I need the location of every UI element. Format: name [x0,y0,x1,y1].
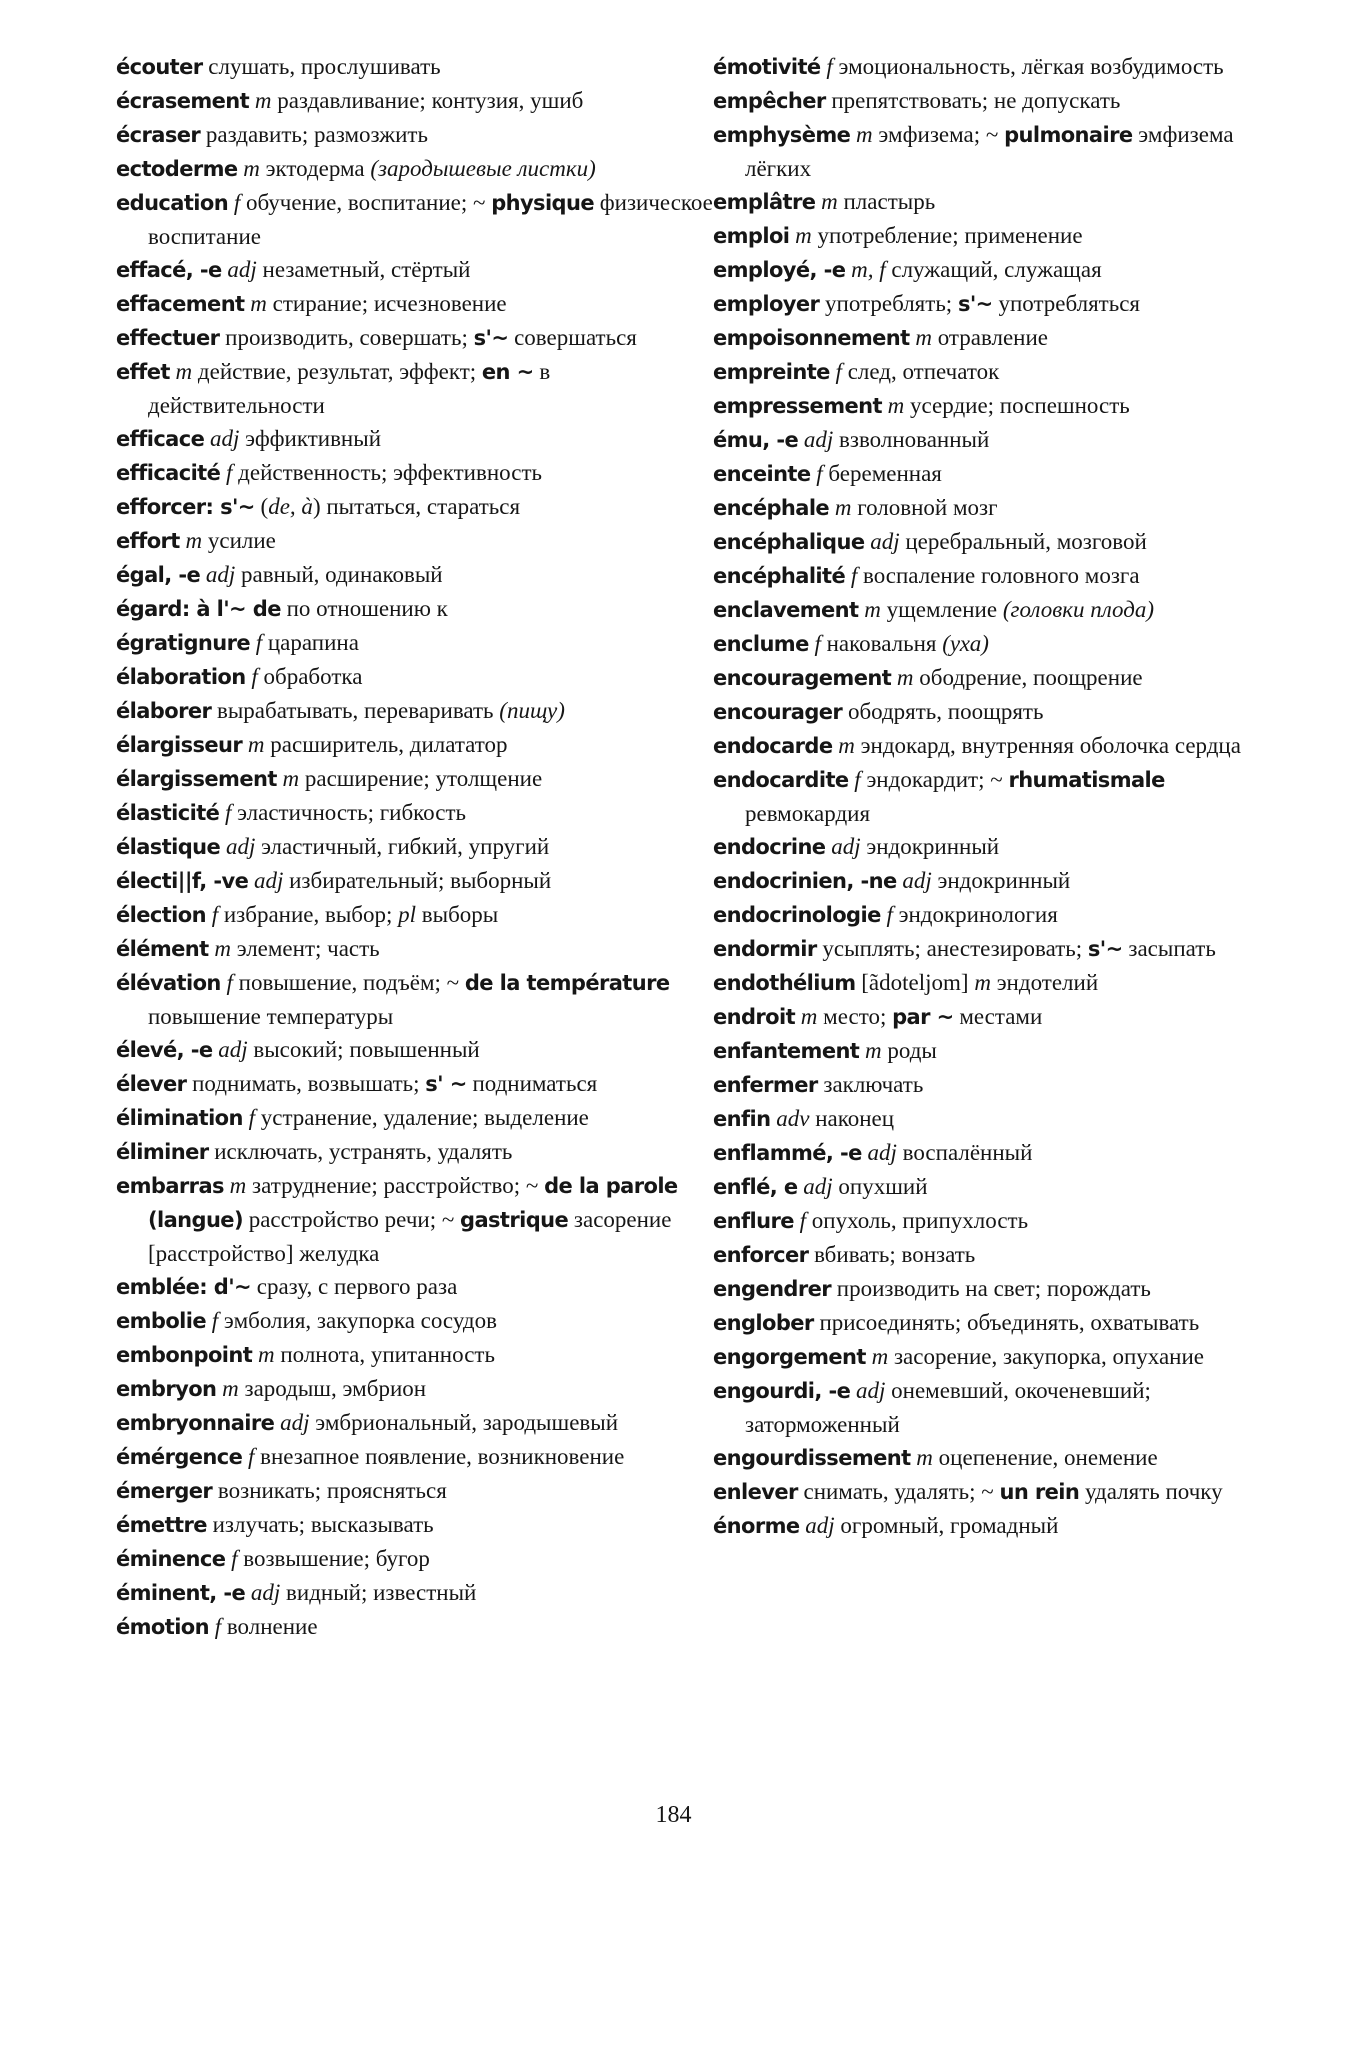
entry-englober: englober присоединять; объединять, охватывать [713,1310,1200,1335]
entry-emotion: émotion f волнение [116,1614,318,1639]
entry-efface: effacé, -e adj незаметный, стёртый [116,257,471,282]
entry-egard: égard: à l'~ de по отношению к [116,596,448,621]
entry-empreinte: empreinte f след, отпечаток [713,359,1000,384]
entry-elaboration: élaboration f обработка [116,664,363,689]
entry-enfle: enflé, e adj опухший [713,1174,928,1199]
entry-enfermer: enfermer заключать [713,1072,924,1097]
entry-encephalite: encéphalité f воспаление головного мозга [713,563,1140,588]
entry-endocrinien: endocrinien, -ne adj эндокринный [713,868,1071,893]
entry-embonpoint: embonpoint m полнота, упитанность [116,1342,495,1367]
entry-elever: élever поднимать, возвышать; s' ~ подниматься [116,1071,598,1096]
entry-elargissement: élargissement m расширение; утолщение [116,766,543,791]
entry-engorgement: engorgement m засорение, закупорка, опухание [713,1344,1204,1369]
left-column [116,50,714,1644]
entry-emotivite: émotivité f эмоциональность, лёгкая возбудимость [713,54,1224,79]
entry-enceinte: enceinte f беременная [713,461,942,486]
entry-endocrine: endocrine adj эндокринный [713,834,1000,859]
entry-element: élément m элемент; часть [116,936,380,961]
entry-endormir: endormir усыплять; анестезировать; s'~ засыпать [713,936,1216,961]
entry-endocrinologie: endocrinologie f эндокринология [713,902,1058,927]
entry-elastique: élastique adj эластичный, гибкий, упругий [116,834,550,859]
entry-eminent: éminent, -e adj видный; известный [116,1580,477,1605]
entry-eliminer: éliminer исключать, устранять, удалять [116,1139,513,1164]
entry-education: education f обучение, воспитание; ~ physique физическое воспитание [116,190,713,249]
entry-enfantement: enfantement m роды [713,1038,937,1063]
entry-enfin: enfin adv наконец [713,1106,895,1131]
entry-encephalique: encéphalique adj церебральный, мозговой [713,529,1147,554]
entry-enflure: enflure f опухоль, припухлость [713,1208,1029,1233]
entry-employer: employer употреблять; s'~ употребляться [713,291,1140,316]
entry-effectuer: effectuer производить, совершать; s'~ совершаться [116,325,637,350]
entry-enflamme: enflammé, -e adj воспалённый [713,1140,1033,1165]
page-number: 184 [655,1802,692,1828]
entry-enorme: énorme adj огромный, громадный [713,1513,1059,1538]
entry-ecraser: écraser раздавить; размозжить [116,122,428,147]
entry-endothelium: endothélium [ãdoteljom] m эндотелий [713,970,1099,995]
entry-effacement: effacement m стирание; исчезновение [116,291,507,316]
entry-emergence: émérgence f внезапное появление, возникновение [116,1444,625,1469]
entry-engourdissement: engourdissement m оцепенение, онемение [713,1445,1158,1470]
entry-engourdi: engourdi, -e adj онемевший, окоченевший; заторможенный [713,1378,1151,1437]
entry-emphyseme: emphysème m эмфизема; ~ pulmonaire эмфизема лёгких [713,122,1234,181]
entry-endocardite: endocardite f эндокардит; ~ rhumatismale ревмокардия [713,767,1165,826]
entry-enlever: enlever снимать, удалять; ~ un rein удалять почку [713,1479,1223,1504]
entry-engendrer: engendrer производить на свет; порождать [713,1276,1151,1301]
entry-elasticite: élasticité f эластичность; гибкость [116,800,466,825]
entry-egratignure: égratignure f царапина [116,630,359,655]
entry-efforcer: efforcer: s'~ (de, à) пытаться, стараться [116,494,521,519]
entry-elimination: élimination f устранение, удаление; выделение [116,1105,589,1130]
entry-embolie: embolie f эмболия, закупорка сосудов [116,1308,497,1333]
entry-ecrasement: écrasement m раздавливание; контузия, ушиб [116,88,584,113]
entry-enclavement: enclavement m ущемление (головки плода) [713,597,1155,622]
entry-eleve: élevé, -e adj высокий; повышенный [116,1037,480,1062]
entry-elaborer: élaborer вырабатывать, переваривать (пищу) [116,698,565,723]
entry-egal: égal, -e adj равный, одинаковый [116,562,443,587]
entry-effet: effet m действие, результат, эффект; en ~ в действительности [116,359,551,418]
entry-encouragement: encouragement m ободрение, поощрение [713,665,1143,690]
entry-election: élection f избрание, выбор; pl выборы [116,902,499,927]
entry-empecher: empêcher препятствовать; не допускать [713,88,1121,113]
entry-electif: électi||f, -ve adj избирательный; выборный [116,868,552,893]
entry-emplatre: emplâtre m пластырь [713,189,936,214]
entry-elevation: élévation f повышение, подъём; ~ de la température повышение температуры [116,970,670,1029]
entry-encephale: encéphale m головной мозг [713,495,998,520]
entry-effort: effort m усилие [116,528,276,553]
entry-endocarde: endocarde m эндокард, внутренняя оболочка сердца [713,733,1241,758]
entry-ecouter: écouter слушать, прослушивать [116,54,441,79]
entry-enforcer: enforcer вбивать; вонзать [713,1242,976,1267]
entry-efficacite: efficacité f действенность; эффективность [116,460,542,485]
entry-emu: ému, -e adj взволнованный [713,427,990,452]
entry-embryonnaire: embryonnaire adj эмбриональный, зародышевый [116,1410,619,1435]
entry-embarras: embarras m затруднение; расстройство; ~ de la parole (langue) расстройство речи; ~ gastrique засорение [расстройство] желудка [116,1173,678,1266]
entry-empressement: empressement m усердие; поспешность [713,393,1130,418]
entry-eminence: éminence f возвышение; бугор [116,1546,430,1571]
entry-employe: employé, -e m, f служащий, служащая [713,257,1102,282]
entry-encourager: encourager ободрять, поощрять [713,699,1044,724]
entry-emerger: émerger возникать; проясняться [116,1478,447,1503]
entry-empoisonnement: empoisonnement m отравление [713,325,1049,350]
entry-embryon: embryon m зародыш, эмбрион [116,1376,427,1401]
entry-emblee: emblée: d'~ сразу, с первого раза [116,1274,458,1299]
entry-elargisseur: élargisseur m расширитель, дилататор [116,732,508,757]
entry-emettre: émettre излучать; высказывать [116,1512,434,1537]
entry-efficace: efficace adj эффиктивный [116,426,382,451]
entry-emploi: emploi m употребление; применение [713,223,1083,248]
right-column [713,50,1273,1543]
entry-ectoderme: ectoderme m эктодерма (зародышевые листки) [116,156,596,181]
entry-enclume: enclume f наковальня (уха) [713,631,989,656]
entry-endroit: endroit m место; par ~ местами [713,1004,1043,1029]
